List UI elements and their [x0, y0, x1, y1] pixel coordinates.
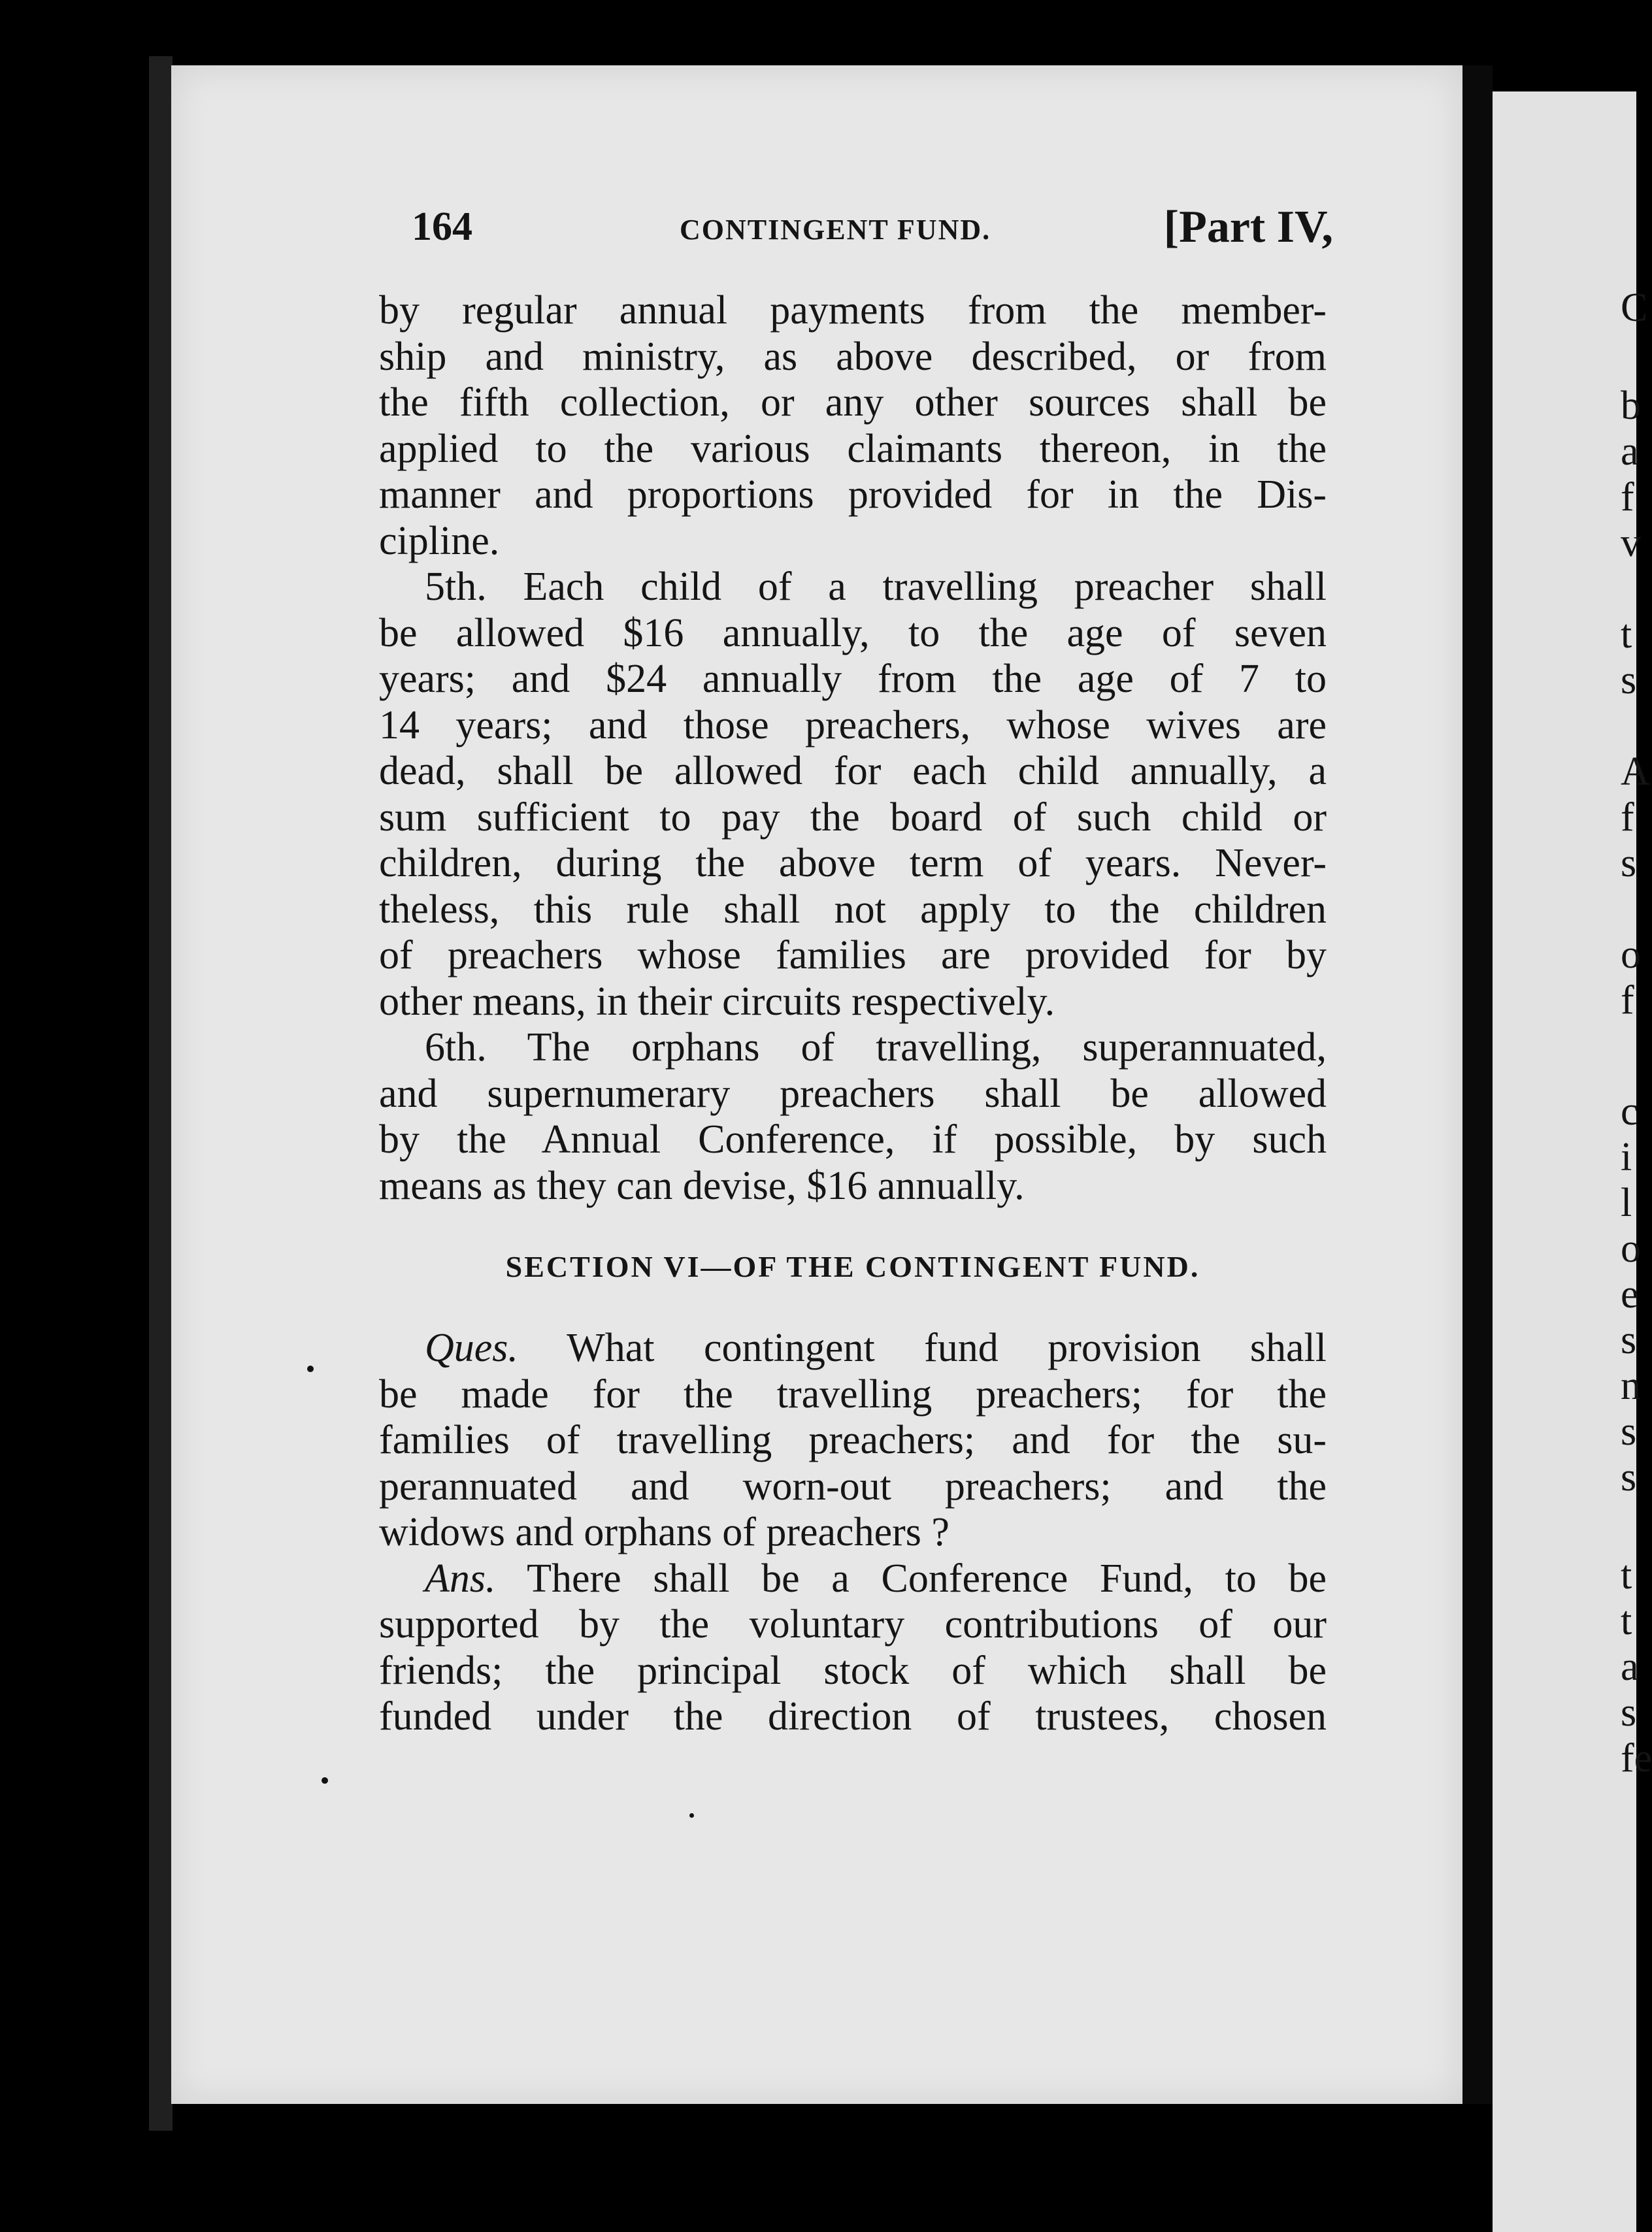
book-gutter: [1462, 65, 1493, 2104]
dust-speck: [307, 1366, 314, 1372]
text-line: [379, 1556, 1327, 1602]
text-line: sum sufficient to pay the board of such child or: [379, 795, 1327, 840]
text-line: of preachers whose families are provided for by: [379, 933, 1327, 977]
next-page-fragment: i: [1621, 1135, 1632, 1179]
next-page-fragment: b: [1621, 384, 1641, 428]
page-body: [379, 287, 1327, 1740]
next-page-fragment: s: [1621, 1409, 1637, 1454]
next-page-fragment: t: [1621, 1599, 1632, 1643]
dust-speck: [322, 1777, 328, 1784]
text-line: supported by the voluntary contributions of our: [379, 1602, 1327, 1647]
answer-paragraph: [379, 1556, 1327, 1740]
text-line: and supernumerary preachers shall be allowed: [379, 1071, 1327, 1116]
text-line: children, during the above term of years. Never-: [379, 841, 1327, 885]
answer-label: Ans.: [425, 1556, 496, 1601]
left-page-frame: [149, 56, 173, 2131]
next-page-fragment: s: [1621, 841, 1637, 885]
text-line: be allowed $16 annually, to the age of seven: [379, 610, 1327, 655]
next-page-fragment: l: [1621, 1181, 1632, 1225]
text-line: dead, shall be allowed for each child annually, a: [379, 749, 1327, 793]
text-line: friends; the principal stock of which shall be: [379, 1648, 1327, 1693]
text-line: by the Annual Conference, if possible, by such: [379, 1117, 1327, 1162]
next-page-fragment: n: [1621, 1364, 1641, 1408]
next-page-fragment: s: [1621, 1455, 1637, 1500]
next-page-fragment: t: [1621, 1553, 1632, 1598]
text-line: [379, 1325, 1327, 1371]
question-paragraph: [379, 1325, 1327, 1556]
paragraph-6th: [379, 1025, 1327, 1209]
next-page-fragment: s: [1621, 658, 1637, 702]
text-line: 6th. The orphans of travelling, superannuated,: [425, 1025, 1327, 1070]
question-label: Ques.: [425, 1326, 518, 1370]
text-line: perannuated and worn-out preachers; and the: [379, 1464, 1327, 1509]
next-page-fragment: s: [1621, 1690, 1637, 1735]
text-line: 14 years; and those preachers, whose wives are: [379, 702, 1327, 747]
next-page-fragment: fe: [1621, 1736, 1652, 1781]
text-line: years; and $24 annually from the age of 7 to: [379, 657, 1327, 701]
text-line: be made for the travelling preachers; for the: [379, 1371, 1327, 1417]
paragraph-5th: [379, 564, 1327, 1025]
next-page-fragment: C: [1621, 286, 1648, 330]
next-page-fragment: A: [1621, 749, 1650, 794]
next-page-fragment: s: [1621, 1318, 1637, 1362]
next-page-fragment: o: [1621, 932, 1641, 977]
section-heading: SECTION VI—OF THE CONTINGENT FUND.: [505, 1250, 1200, 1283]
next-page-fragment: a: [1621, 429, 1639, 474]
next-page-fragment: c: [1621, 1089, 1639, 1134]
running-title: CONTINGENT FUND.: [680, 214, 991, 246]
text-line: cipline.: [379, 518, 500, 563]
text-line: means as they can devise, $16 annually.: [379, 1163, 1025, 1208]
next-page-fragment: v: [1621, 521, 1641, 565]
text-line: widows and orphans of preachers ?: [379, 1510, 950, 1554]
text-line: by regular annual payments from the member-: [379, 288, 1327, 333]
next-page-fragment: e: [1621, 1272, 1639, 1317]
text-line: theless, this rule shall not apply to the children: [379, 887, 1327, 932]
text-line: other means, in their circuits respectively.: [379, 979, 1055, 1024]
next-page-fragment: t: [1621, 612, 1632, 657]
next-page-fragment: f: [1621, 795, 1634, 840]
next-page-fragment: o: [1621, 1226, 1641, 1271]
text-line: 5th. Each child of a travelling preacher shall: [425, 565, 1327, 609]
next-page-fragment: f: [1621, 978, 1634, 1023]
text-line: ship and ministry, as above described, or from: [379, 334, 1327, 379]
page-header: [412, 204, 1333, 263]
question-first-line: What contingent fund provision shall: [567, 1326, 1327, 1370]
next-page-edge: [1493, 91, 1652, 2232]
dust-speck: [689, 1813, 694, 1818]
paragraph-continuation: [379, 287, 1327, 564]
answer-first-line: There shall be a Conference Fund, to be: [527, 1556, 1327, 1601]
page-number: 164: [412, 205, 472, 249]
text-line: funded under the direction of trustees, chosen: [379, 1694, 1327, 1739]
next-page-fragment: a: [1621, 1645, 1639, 1689]
text-line: the fifth collection, or any other sources shall be: [379, 380, 1327, 425]
text-line: families of travelling preachers; and for the su-: [379, 1418, 1327, 1462]
next-page-fragment: f: [1621, 475, 1634, 519]
part-label: [Part IV,: [1163, 202, 1333, 252]
text-line: applied to the various claimants thereon, in the: [379, 426, 1327, 471]
text-line: manner and proportions provided for in the Dis-: [379, 472, 1327, 517]
